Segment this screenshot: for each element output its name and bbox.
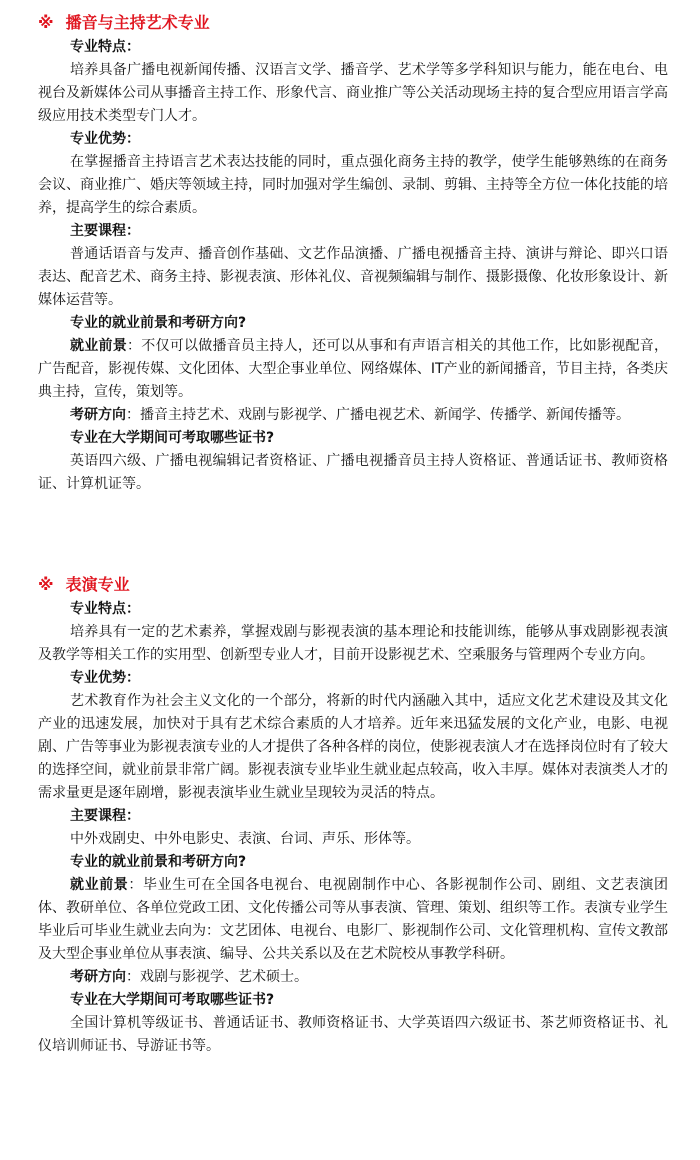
employment-paragraph	[38, 335, 668, 404]
employment-text: ：毕业生可在全国各电视台、电视剧制作中心、各影视制作公司、剧组、文艺表演团体、教研单位、各单位党政工团、文化传播公司等从事表演、管理、策划、组织等工作。表演专业学生毕业后可毕业生就业去向为：文艺团体、电视台、电影厂、影视制作公司、文化管理机构、宣传文教部及大型企事业单位从事表演、编导、公共关系以及在艺术院校从事教学科研。	[38, 877, 669, 962]
major-section-performance	[38, 572, 668, 1058]
certificates-paragraph: 英语四六级、广播电视编辑记者资格证、广播电视播音员主持人资格证、普通话证书、教师资格证、计算机证等。	[38, 453, 668, 492]
employment-text: ：不仅可以做播音员主持人，还可以从事和有声语言相关的其他工作，比如影视配音，广告配音，影视传媒、文化团体、大型企事业单位、网络媒体、IT产业的新闻播音，节目主持，各类庆典主持，宣传，策划等。	[38, 338, 669, 400]
employment-paragraph	[38, 874, 668, 966]
reference-mark-icon: ※	[38, 13, 54, 32]
postgrad-paragraph	[38, 966, 668, 989]
postgrad-text: ：播音主持艺术、戏剧与影视学、广播电视艺术、新闻学、传播学、新闻传播等。	[126, 407, 630, 423]
courses-heading: 主要课程：	[70, 223, 140, 239]
postgrad-text: ：戏剧与影视学、艺术硕士。	[126, 969, 308, 985]
section-title-text: 播音与主持艺术专业	[65, 13, 210, 32]
advantages-paragraph: 艺术教育作为社会主义文化的一个部分，将新的时代内涵融入其中，适应文化艺术建设及其文化产业的迅速发展，加快对于具有艺术综合素质的人才培养。近年来迅猛发展的文化产业，电影、电视剧、广告等事业为影视表演专业的人才提供了各种各样的岗位，使影视表演人才在选择岗位时有了较大的选择空间，就业前景非常广阔。影视表演专业毕业生就业起点较高，收入丰厚。媒体对表演类人才的需求量更是逐年剧增，影视表演毕业生就业呈现较为灵活的特点。	[38, 693, 668, 801]
features-heading: 专业特点：	[70, 39, 140, 55]
section-title-text: 表演专业	[65, 575, 130, 594]
postgrad-label: 考研方向	[70, 407, 126, 423]
courses-paragraph: 中外戏剧史、中外电影史、表演、台词、声乐、形体等。	[70, 831, 420, 847]
courses-paragraph: 普通话语音与发声、播音创作基础、文艺作品演播、广播电视播音主持、演讲与辩论、即兴口语表达、配音艺术、商务主持、影视表演、形体礼仪、音视频编辑与制作、摄影摄像、化妆形象设计、新媒体运营等。	[38, 246, 668, 308]
advantages-heading: 专业优势：	[70, 670, 140, 686]
certificates-heading: 专业在大学期间可考取哪些证书?	[70, 992, 275, 1008]
prospects-heading: 专业的就业前景和考研方向?	[70, 315, 247, 331]
certificates-paragraph: 全国计算机等级证书、普通话证书、教师资格证书、大学英语四六级证书、茶艺师资格证书、礼仪培训师证书、导游证书等。	[38, 1015, 668, 1054]
features-heading: 专业特点：	[70, 601, 140, 617]
reference-mark-icon: ※	[38, 575, 54, 594]
prospects-heading: 专业的就业前景和考研方向?	[70, 854, 247, 870]
features-paragraph: 培养具有一定的艺术素养，掌握戏剧与影视表演的基本理论和技能训练，能够从事戏剧影视表演及教学等相关工作的实用型、创新型专业人才，目前开设影视艺术、空乘服务与管理两个专业方向。	[38, 624, 668, 663]
features-paragraph: 培养具备广播电视新闻传播、汉语言文学、播音学、艺术学等多学科知识与能力，能在电台、电视台及新媒体公司从事播音主持工作、形象代言、商业推广等公关活动现场主持的复合型应用语言学高级应用技术类型专门人才。	[38, 62, 668, 124]
advantages-paragraph: 在掌握播音主持语言艺术表达技能的同时，重点强化商务主持的教学，使学生能够熟练的在商务会议、商业推广、婚庆等领域主持，同时加强对学生编创、录制、剪辑、主持等全方位一体化技能的培养，提高学生的综合素质。	[38, 154, 668, 216]
employment-label: 就业前景	[70, 877, 129, 893]
advantages-heading: 专业优势：	[70, 131, 140, 147]
certificates-heading: 专业在大学期间可考取哪些证书?	[70, 430, 275, 446]
section-title	[38, 10, 668, 36]
major-section-broadcasting	[38, 10, 668, 496]
postgrad-label: 考研方向	[70, 969, 126, 985]
section-title	[38, 572, 668, 598]
postgrad-paragraph	[38, 404, 668, 427]
courses-heading: 主要课程：	[70, 808, 140, 824]
employment-label: 就业前景	[70, 338, 127, 354]
